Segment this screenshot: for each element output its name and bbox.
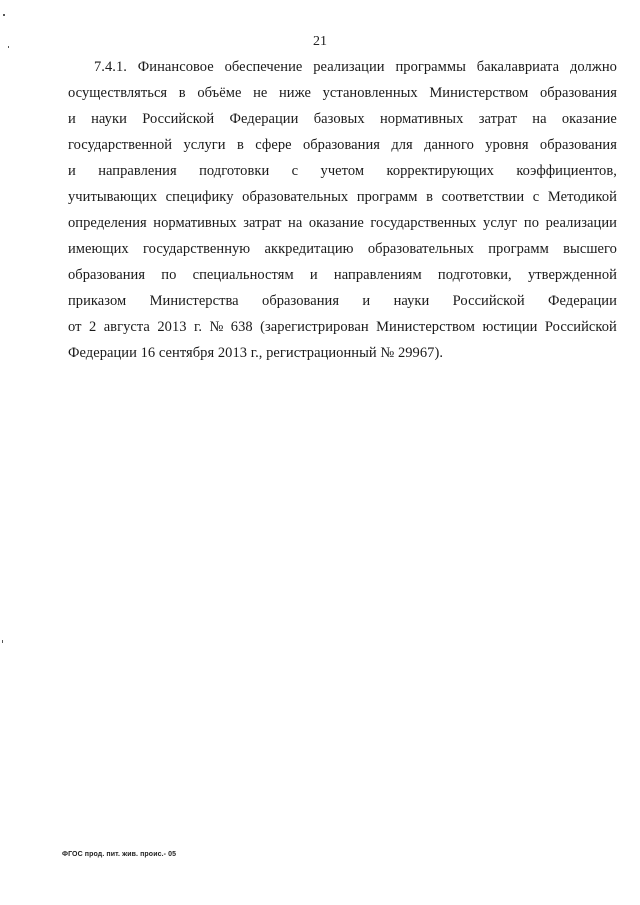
word: Российской [544,319,617,335]
word: осуществляться [68,85,168,101]
paragraph-line [68,262,617,288]
word: услуги [183,137,226,153]
paragraph-7-4-1 [68,54,617,366]
word: коэффициентов, [516,163,617,179]
word: 638 [230,319,253,335]
word: программ [356,189,418,205]
word: Методикой [547,189,617,205]
word: Министерства [149,293,239,309]
word: ниже [278,85,311,101]
word: реализации [545,215,617,231]
word: с [291,163,299,179]
word: должно [569,59,617,75]
word: юстиции [482,319,538,335]
word: оказание [308,215,364,231]
word: государственную [143,241,251,257]
word: утвержденной [527,267,617,283]
word: в [236,137,244,153]
word: 7.4.1. [94,59,127,75]
word: Министерством [376,319,476,335]
word: имеющих [68,241,129,257]
word: Министерством [429,85,529,101]
word: и [362,293,371,309]
word: услуг [483,215,518,231]
word: по [161,267,177,283]
word: подготовки, [437,267,512,283]
word: учитывающих [68,189,158,205]
paragraph-line [68,132,617,158]
word: нормативных [153,215,237,231]
word: образования [68,267,146,283]
page-number: 21 [313,34,327,49]
document-footer: ФГОС прод. пит. жив. проис.- 05 [62,851,177,858]
word: соответствии [441,189,525,205]
paragraph-line [68,106,617,132]
paragraph-line [68,288,617,314]
word: Финансовое [137,59,214,75]
paragraph-line [68,314,617,340]
word: нормативных [379,111,464,127]
word: г. [193,319,203,335]
word: (зарегистрирован [260,319,369,335]
word: установленных [322,85,418,101]
word: и [309,267,318,283]
word: учетом [320,163,365,179]
word: направлениям [333,267,422,283]
word: науки [393,293,430,309]
word: обеспечение [224,59,303,75]
word: базовых [313,111,365,127]
word: от [68,319,82,335]
word: на [288,215,303,231]
word: по [523,215,540,231]
word: программы [395,59,466,75]
word: корректирующих [386,163,494,179]
word: затрат [478,111,517,127]
word: государственных [370,215,477,231]
line-text: Федерации 16 сентября 2013 г., регистрационный № 29967). [68,345,443,361]
word: с [532,189,540,205]
word: объёме [197,85,242,101]
word: образовательных [367,241,474,257]
word: и [68,111,76,127]
word: реализации [313,59,385,75]
word: не [253,85,268,101]
paragraph-line [68,158,617,184]
word: оказание [561,111,617,127]
paragraph-line [68,80,617,106]
word: аккредитацию [264,241,354,257]
word: бакалавриата [476,59,560,75]
paragraph-line [68,210,617,236]
word: приказом [68,293,127,309]
word: и [68,163,76,179]
paragraph-line [68,340,617,366]
paragraph-line [68,184,617,210]
word: высшего [563,241,617,257]
word: определения [68,215,147,231]
word: 2013 [157,319,187,335]
word: 2 [88,319,97,335]
word: образовательных [242,189,349,205]
word: Российской [452,293,525,309]
word: образования [262,293,340,309]
word: на [532,111,547,127]
word: № [209,319,224,335]
word: августа [103,319,150,335]
word: в [426,189,433,205]
word: уровня [485,137,529,153]
word: государственной [68,137,173,153]
scan-speck [2,640,3,643]
word: направления [98,163,177,179]
word: затрат [243,215,282,231]
word: сфере [255,137,292,153]
word: образования [539,85,617,101]
paragraph-line [68,54,617,80]
word: подготовки [199,163,270,179]
word: образования [539,137,617,153]
word: Федерации [547,293,617,309]
word: науки [91,111,127,127]
paragraph-line [68,236,617,262]
word: Федерации [229,111,299,127]
word: специальностям [192,267,294,283]
word: Российской [142,111,215,127]
word: специфику [165,189,234,205]
word: для [391,137,413,153]
word: данного [424,137,474,153]
word: образования [302,137,380,153]
word: в [178,85,186,101]
scan-speck [3,14,5,16]
word: программ [488,241,549,257]
